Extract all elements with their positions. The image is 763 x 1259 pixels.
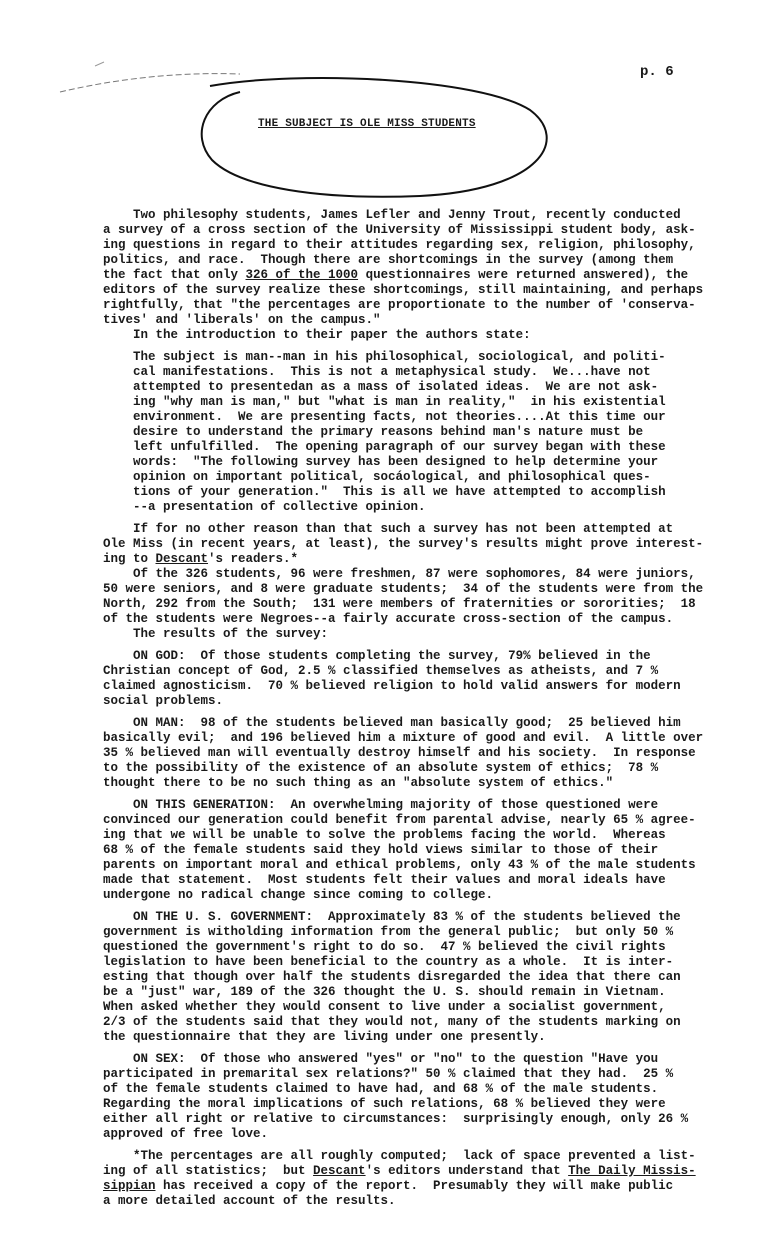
block-quote: [133, 350, 743, 515]
text-segment: When asked whether they would consent to live under a socialist government,: [103, 1000, 666, 1014]
text-line: [133, 455, 743, 470]
text-line: [103, 746, 743, 761]
text-line: [103, 716, 743, 731]
text-segment: editors of the survey realize these shortcomings, still maintaining, and perhaps: [103, 283, 704, 297]
text-segment: politics, and race. Though there are shortcomings in the survey (among them: [103, 253, 674, 267]
text-line: [103, 1149, 743, 1164]
text-segment: rightfully, that "the percentages are proportionate to the number of 'conserva-: [103, 298, 696, 312]
text-line: [103, 828, 743, 843]
text-line: [133, 410, 743, 425]
text-line: [103, 940, 743, 955]
text-line: [103, 776, 743, 791]
text-segment: 68 % of the female students said they hold views similar to those of their: [103, 843, 659, 857]
text-segment: cal manifestations. This is not a metaphysical study. We...have not: [133, 365, 651, 379]
underlined-text: Descant: [155, 552, 209, 566]
text-segment: ON THE U. S. GOVERNMENT: Approximately 83 % of the students believed the: [103, 910, 681, 924]
text-line: [103, 1015, 743, 1030]
text-segment: ing of all statistics; but: [103, 1164, 314, 1178]
article-body: [103, 208, 743, 1216]
underlined-text: The Daily Missis-: [568, 1164, 696, 1178]
text-line: [103, 537, 743, 552]
text-segment: words: "The following survey has been designed to help determine your: [133, 455, 659, 469]
text-line: [103, 283, 743, 298]
text-segment: 's readers.*: [208, 552, 299, 566]
text-line: [103, 694, 743, 709]
text-segment: desire to understand the primary reasons behind man's nature must be: [133, 425, 644, 439]
text-segment: basically evil; and 196 believed him a mixture of good and evil. A little over: [103, 731, 704, 745]
text-segment: ing questions in regard to their attitudes regarding sex, religion, philosophy,: [103, 238, 696, 252]
text-line: [103, 612, 743, 627]
text-segment: environment. We are presenting facts, not theories....At this time our: [133, 410, 666, 424]
text-segment: participated in premarital sex relations?" 50 % claimed that they had. 25 %: [103, 1067, 674, 1081]
text-line: [103, 627, 743, 642]
text-line: [103, 1194, 743, 1209]
text-line: [103, 955, 743, 970]
text-segment: North, 292 from the South; 131 were members of fraternities or sororities; 18: [103, 597, 696, 611]
text-segment: government is witholding information from the general public; but only 50 %: [103, 925, 674, 939]
text-line: [103, 522, 743, 537]
text-line: [103, 582, 743, 597]
text-line: [103, 679, 743, 694]
text-segment: the fact that only: [103, 268, 246, 282]
text-segment: legislation to have been beneficial to the country as a whole. It is inter-: [103, 955, 674, 969]
text-line: [103, 597, 743, 612]
text-segment: of the students were Negroes--a fairly accurate cross-section of the campus.: [103, 612, 674, 626]
text-line: [103, 253, 743, 268]
text-segment: --a presentation of collective opinion.: [133, 500, 426, 514]
text-line: [133, 425, 743, 440]
text-line: [103, 238, 743, 253]
text-line: [103, 1097, 743, 1112]
text-line: [103, 649, 743, 664]
text-line: [133, 500, 743, 515]
text-segment: ON MAN: 98 of the students believed man basically good; 25 believed him: [103, 716, 681, 730]
page-number: p. 6: [640, 64, 674, 80]
paragraph-intro: [103, 208, 743, 343]
text-line: [103, 970, 743, 985]
text-line: [103, 552, 743, 567]
paragraph-on-god: [103, 649, 743, 709]
text-segment: convinced our generation could benefit from parental advise, nearly 65 % agree-: [103, 813, 696, 827]
text-line: [103, 813, 743, 828]
text-segment: a survey of a cross section of the University of Mississippi student body, ask-: [103, 223, 696, 237]
text-line: [103, 664, 743, 679]
text-line: [103, 1179, 743, 1194]
text-line: [133, 380, 743, 395]
text-segment: social problems.: [103, 694, 224, 708]
paragraph-on-man: [103, 716, 743, 791]
text-segment: attempted to presentedan as a mass of isolated ideas. We are not ask-: [133, 380, 659, 394]
text-line: [133, 365, 743, 380]
text-segment: a more detailed account of the results.: [103, 1194, 396, 1208]
text-line: [103, 858, 743, 873]
text-line: [103, 1067, 743, 1082]
text-line: [133, 350, 743, 365]
text-segment: ON THIS GENERATION: An overwhelming majority of those questioned were: [103, 798, 659, 812]
text-segment: approved of free love.: [103, 1127, 269, 1141]
paragraph-on-government: [103, 910, 743, 1045]
text-segment: parents on important moral and ethical problems, only 43 % of the male students: [103, 858, 696, 872]
text-line: [103, 761, 743, 776]
text-segment: of the female students claimed to have had, and 68 % of the male students.: [103, 1082, 659, 1096]
text-segment: ON SEX: Of those who answered "yes" or "no" to the question "Have you: [103, 1052, 659, 1066]
text-segment: ON GOD: Of those students completing the survey, 79% believed in the: [103, 649, 651, 663]
text-segment: undergone no radical change since coming to college.: [103, 888, 494, 902]
text-segment: The results of the survey:: [103, 627, 329, 641]
text-line: [103, 731, 743, 746]
text-segment: be a "just" war, 189 of the 326 thought the U. S. should remain in Vietnam.: [103, 985, 666, 999]
text-segment: Two philesophy students, James Lefler and Jenny Trout, recently conducted: [103, 208, 681, 222]
text-line: [103, 985, 743, 1000]
footnote: [103, 1149, 743, 1209]
text-segment: ing "why man is man," but "what is man in reality," in his existential: [133, 395, 666, 409]
text-segment: 50 were seniors, and 8 were graduate students; 34 of the students were from the: [103, 582, 704, 596]
paragraph-reason: [103, 522, 743, 642]
text-segment: opinion on important political, socáological, and philosophical ques-: [133, 470, 651, 484]
text-line: [103, 1052, 743, 1067]
text-line: [103, 1164, 743, 1179]
paragraph-on-generation: [103, 798, 743, 903]
text-line: [103, 925, 743, 940]
text-line: [103, 888, 743, 903]
text-line: [103, 223, 743, 238]
text-line: [133, 440, 743, 455]
text-segment: If for no other reason than that such a survey has not been attempted at: [103, 522, 674, 536]
text-line: [103, 798, 743, 813]
text-line: [103, 1112, 743, 1127]
text-line: [133, 395, 743, 410]
text-line: [103, 843, 743, 858]
text-segment: made that statement. Most students felt their values and moral ideals have: [103, 873, 666, 887]
text-segment: 35 % believed man will eventually destroy himself and his society. In response: [103, 746, 696, 760]
text-line: [103, 328, 743, 343]
text-line: [103, 1082, 743, 1097]
text-segment: Regarding the moral implications of such relations, 68 % believed they were: [103, 1097, 666, 1111]
underlined-text: 326 of the 1000: [245, 268, 359, 282]
text-segment: *The percentages are all roughly computed; lack of space prevented a list-: [103, 1149, 696, 1163]
text-line: [103, 298, 743, 313]
underlined-text: sippian: [103, 1179, 156, 1193]
text-line: [103, 268, 743, 283]
text-segment: Ole Miss (in recent years, at least), the survey's results might prove interest-: [103, 537, 704, 551]
text-segment: 2/3 of the students said that they would not, many of the students marking on: [103, 1015, 681, 1029]
text-segment: has received a copy of the report. Presumably they will make public: [155, 1179, 674, 1193]
text-segment: left unfulfilled. The opening paragraph of our survey began with these: [133, 440, 666, 454]
text-segment: to the possibility of the existence of an absolute system of ethics; 78 %: [103, 761, 659, 775]
text-segment: Christian concept of God, 2.5 % classified themselves as atheists, and 7 %: [103, 664, 659, 678]
article-title: THE SUBJECT IS OLE MISS STUDENTS: [258, 118, 476, 130]
text-segment: tives' and 'liberals' on the campus.": [103, 313, 381, 327]
text-segment: the questionnaire that they are living under one presently.: [103, 1030, 546, 1044]
text-line: [103, 910, 743, 925]
text-segment: Of the 326 students, 96 were freshmen, 87 were sophomores, 84 were juniors,: [103, 567, 696, 581]
text-segment: In the introduction to their paper the authors state:: [103, 328, 531, 342]
paragraph-on-sex: [103, 1052, 743, 1142]
text-segment: thought there to be no such thing as an "absolute system of ethics.": [103, 776, 614, 790]
text-segment: questionnaires were returned answered), the: [358, 268, 689, 282]
text-segment: claimed agnosticism. 70 % believed religion to hold valid answers for modern: [103, 679, 681, 693]
text-line: [103, 1127, 743, 1142]
text-segment: ing that we will be unable to solve the problems facing the world. Whereas: [103, 828, 666, 842]
text-segment: questioned the government's right to do so. 47 % believed the civil rights: [103, 940, 666, 954]
text-segment: either all right or relative to circumstances: surprisingly enough, only 26 %: [103, 1112, 689, 1126]
text-line: [103, 567, 743, 582]
text-segment: tions of your generation." This is all we have attempted to accomplish: [133, 485, 666, 499]
text-line: [133, 470, 743, 485]
text-line: [103, 208, 743, 223]
text-line: [133, 485, 743, 500]
text-segment: The subject is man--man in his philosophical, sociological, and politi-: [133, 350, 666, 364]
text-segment: ing to: [103, 552, 156, 566]
text-line: [103, 1000, 743, 1015]
text-segment: 's editors understand that: [365, 1164, 569, 1178]
underlined-text: Descant: [313, 1164, 366, 1178]
text-line: [103, 1030, 743, 1045]
text-line: [103, 313, 743, 328]
text-line: [103, 873, 743, 888]
text-segment: esting that though over half the students disregarded the idea that there can: [103, 970, 681, 984]
